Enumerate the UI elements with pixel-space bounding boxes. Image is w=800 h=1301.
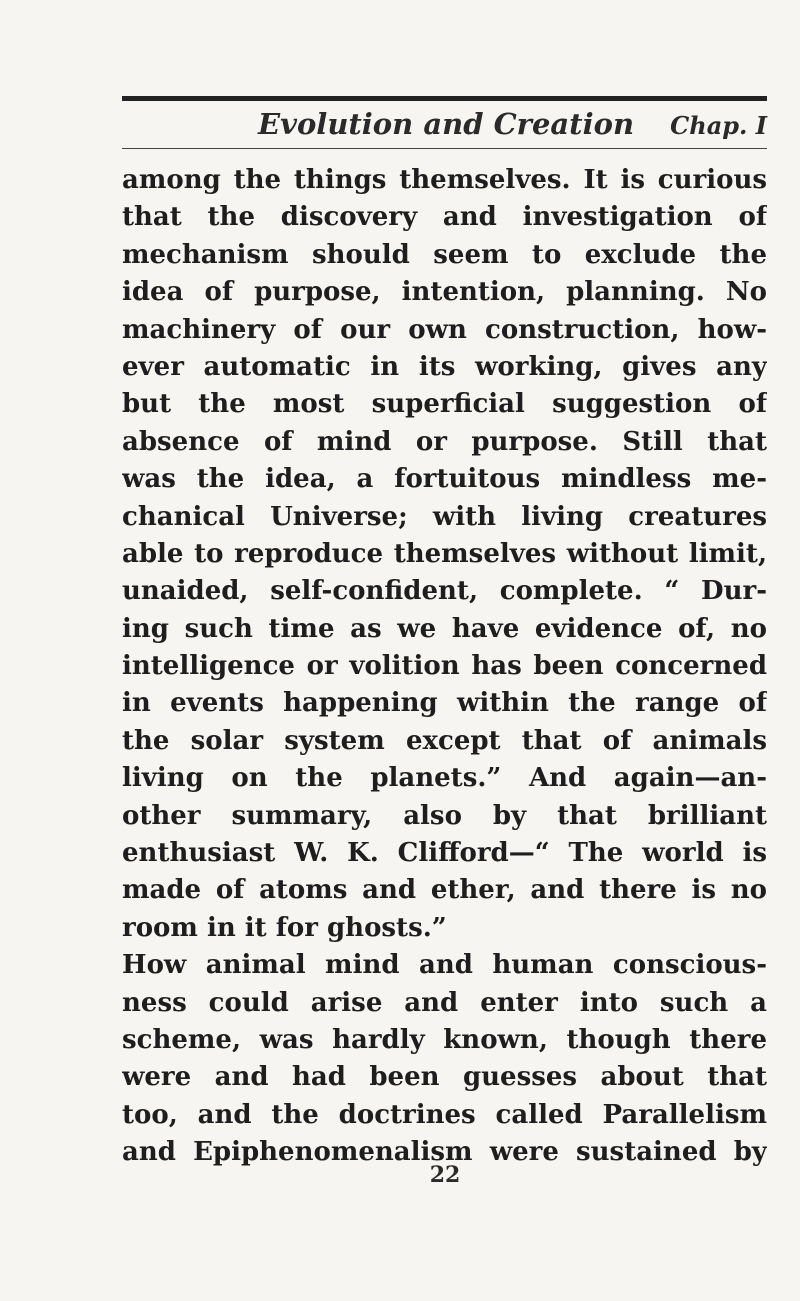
text-line: other summary, also by that brilliant	[122, 800, 767, 831]
text-line: able to reproduce themselves without limit,	[122, 538, 767, 569]
text-line: living on the planets.” And again—an-	[122, 763, 767, 794]
text-line: that the discovery and investigation of	[122, 202, 767, 233]
text-line: chanical Universe; with living creatures	[122, 501, 767, 532]
header-rule-thin	[122, 148, 767, 149]
body-text	[122, 162, 767, 1172]
text-line: intelligence or volition has been concerned	[122, 651, 767, 682]
running-header	[122, 104, 767, 144]
text-line: ever automatic in its working, gives any	[122, 351, 767, 382]
text-line: ing such time as we have evidence of, no	[122, 613, 767, 644]
page-number: 22	[429, 1162, 461, 1188]
text-line: was the idea, a fortuitous mindless me-	[122, 464, 767, 495]
chapter-label: Chap. I	[670, 111, 767, 140]
text-line: absence of mind or purpose. Still that	[122, 426, 767, 457]
running-title: Evolution and Creation	[258, 107, 635, 141]
text-line: scheme, was hardly known, though there	[122, 1024, 767, 1055]
paragraph-end-line: room in it for ghosts.”	[122, 912, 447, 943]
text-line: the solar system except that of animals	[122, 725, 767, 756]
text-line: among the things themselves. It is curious	[122, 165, 767, 195]
text-line: in events happening within the range of	[122, 688, 767, 719]
text-line: too, and the doctrines called Parallelism	[122, 1099, 767, 1130]
text-line: idea of purpose, intention, planning. No	[122, 277, 767, 308]
text-line: ness could arise and enter into such a	[122, 987, 767, 1018]
text-line: unaided, self-confident, complete. “ Dur-	[122, 576, 767, 607]
paragraph-start-line: How animal mind and human conscious-	[122, 950, 767, 981]
text-line: but the most superficial suggestion of	[122, 389, 767, 420]
text-line: enthusiast W. K. Clifford—“ The world is	[122, 838, 767, 869]
text-line: and Epiphenomenalism were sustained by	[122, 1137, 767, 1168]
text-line: were and had been guesses about that	[122, 1062, 767, 1093]
text-line: machinery of our own construction, how-	[122, 314, 767, 345]
header-rule-thick	[122, 96, 767, 101]
text-line: mechanism should seem to exclude the	[122, 239, 767, 270]
text-line: made of atoms and ether, and there is no	[122, 875, 767, 906]
